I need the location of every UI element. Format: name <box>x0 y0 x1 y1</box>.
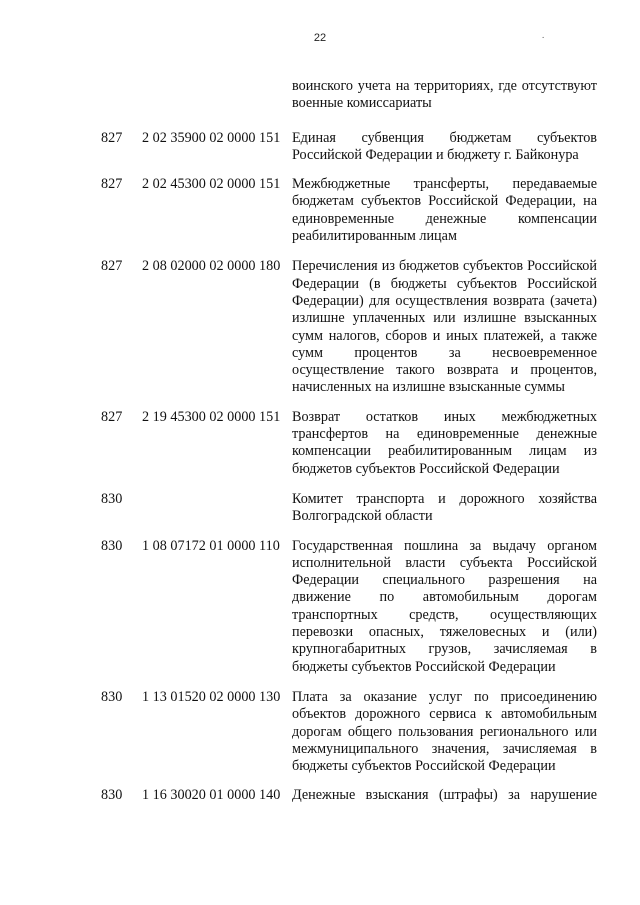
budget-classification-code: 1 16 30020 01 0000 140 <box>142 787 281 804</box>
table-row <box>0 130 640 165</box>
admin-code: 827 <box>101 258 123 275</box>
row-description: Единая субвенция бюджетам субъектов Российской Федерации и бюджету г. Байконура <box>292 129 597 163</box>
row-description: Государственная пошлина за выдачу органом исполнительной власти субъекта Российской Федерации специального разрешения на движение по автомобильным дорогам транспортных средств, осуществляющих перевозки опасных, тяжеловесных и (или) крупногабаритных грузов, зачисляемая в бюджеты субъектов Российской Федерации <box>292 537 597 675</box>
admin-code: 830 <box>101 688 123 705</box>
admin-code: 827 <box>101 129 123 146</box>
row-description: воинского учета на территориях, где отсутствуют военные комиссариаты <box>292 78 597 112</box>
table-row <box>0 491 640 526</box>
budget-classification-code: 2 02 45300 02 0000 151 <box>142 176 281 193</box>
budget-classification-code: 2 02 35900 02 0000 151 <box>142 129 281 146</box>
table-row <box>0 258 640 396</box>
admin-code: 830 <box>101 490 123 507</box>
table-row <box>0 787 640 804</box>
budget-classification-code: 2 19 45300 02 0000 151 <box>142 408 281 425</box>
row-description: Денежные взыскания (штрафы) за нарушение <box>292 787 597 804</box>
table-row <box>0 538 640 676</box>
row-description: Перечисления из бюджетов субъектов Российской Федерации (в бюджеты субъектов Российской Федерации) для осуществления возврата (зачета) излишне уплаченных или излишне взысканных сумм налогов, сборов и иных платежей, а также сумм процентов за несвоевременное осуществление такого возврата и процентов, начисленных на излишне взысканные суммы <box>292 258 597 396</box>
admin-code: 827 <box>101 176 123 193</box>
table-row <box>0 689 640 775</box>
row-description: Межбюджетные трансферты, передаваемые бюджетам субъектов Российской Федерации, на единовременные денежные компенсации реабилитированным лицам <box>292 176 597 245</box>
budget-classification-code: 1 08 07172 01 0000 110 <box>142 537 280 554</box>
table-row <box>0 176 640 245</box>
admin-code: 830 <box>101 537 123 554</box>
budget-classification-code: 1 13 01520 02 0000 130 <box>142 688 281 705</box>
page-number: 22 <box>313 32 327 44</box>
budget-classification-code: 2 08 02000 02 0000 180 <box>142 258 281 275</box>
revenue-code-table <box>0 78 640 805</box>
admin-code: 830 <box>101 787 123 804</box>
row-description: Комитет транспорта и дорожного хозяйства Волгоградской области <box>292 490 597 525</box>
row-description: Плата за оказание услуг по присоединению объектов дорожного сервиса к автомобильным дорогам общего пользования регионального или межмуниципального значения, зачисляемая в бюджеты субъектов Российской Федерации <box>292 688 597 775</box>
table-row <box>0 78 640 113</box>
admin-code: 827 <box>101 408 123 425</box>
row-description: Возврат остатков иных межбюджетных трансфертов на единовременные денежные компенсации реабилитированным лицам из бюджетов субъектов Российской Федерации <box>292 408 597 477</box>
table-row <box>0 409 640 478</box>
scan-mark: . <box>542 30 545 40</box>
